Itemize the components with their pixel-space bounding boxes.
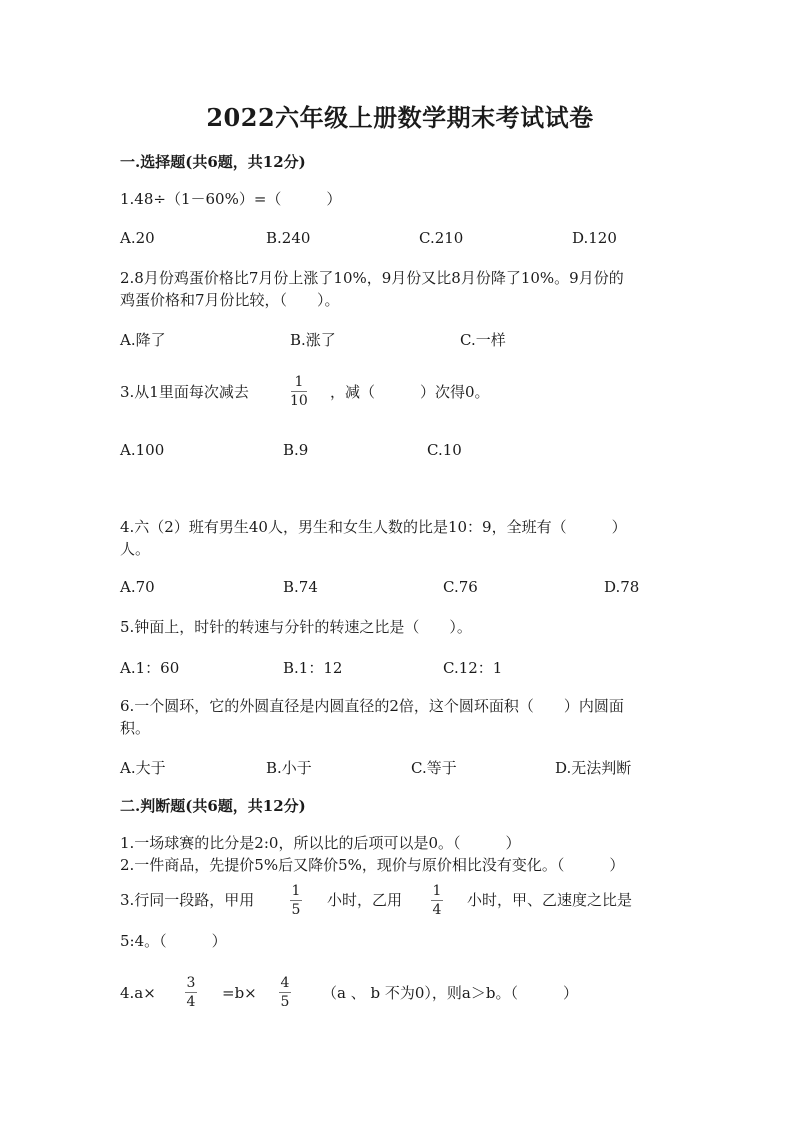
judgment-1: 1.一场球赛的比分是2:0，所以比的后项可以是0。（ ） — [120, 834, 521, 852]
fraction-bar — [185, 992, 197, 993]
judgment-3-part1: 3.行同一段路，甲用 — [120, 891, 255, 909]
q4-option-b: B.74 — [283, 578, 318, 596]
q3-option-a: A.100 — [120, 441, 165, 459]
judgment-4-part3: （a 、 b 不为0），则a＞b。（ ） — [322, 984, 578, 1002]
judgment-3-fraction-1 — [290, 883, 302, 918]
fraction-denominator: 4 — [432, 902, 442, 918]
judgment-4-fraction-1 — [185, 975, 197, 1010]
q5-option-a: A.1：60 — [120, 659, 180, 677]
question-6-stem-line2: 积。 — [120, 719, 151, 737]
judgment-3-fraction-2 — [431, 883, 443, 918]
question-4-stem-line2: 人。 — [120, 540, 151, 558]
judgment-4-fraction-2 — [279, 975, 291, 1010]
question-3-stem-after: ，减（ ）次得0。 — [330, 383, 490, 401]
fraction-numerator: 4 — [280, 975, 290, 991]
fraction-denominator: 4 — [186, 994, 196, 1010]
q6-option-d: D.无法判断 — [555, 759, 632, 777]
q1-option-a: A.20 — [120, 229, 155, 247]
q1-option-b: B.240 — [266, 229, 311, 247]
q3-fraction — [290, 374, 308, 409]
q2-option-a: A.降了 — [120, 331, 166, 349]
q1-option-c: C.210 — [419, 229, 464, 247]
q2-option-b: B.涨了 — [290, 331, 336, 349]
judgment-4-part1: 4.a× — [120, 984, 156, 1002]
q3-option-b: B.9 — [283, 441, 309, 459]
judgment-2: 2.一件商品，先提价5%后又降价5%，现价与原价相比没有变化。（ ） — [120, 856, 625, 874]
page-title: 2022六年级上册数学期末考试试卷 — [206, 103, 594, 132]
fraction-bar — [431, 900, 443, 901]
section-heading-judgment: 二.判断题(共6题，共12分) — [120, 797, 306, 815]
question-5-stem: 5.钟面上，时针的转速与分针的转速之比是（ ）。 — [120, 618, 472, 636]
q4-option-a: A.70 — [120, 578, 155, 596]
q2-option-c: C.一样 — [460, 331, 506, 349]
question-4-stem-line1: 4.六（2）班有男生40人，男生和女生人数的比是10：9，全班有（ ） — [120, 518, 627, 536]
q4-option-c: C.76 — [443, 578, 478, 596]
question-3-stem-before: 3.从1里面每次减去 — [120, 383, 249, 401]
section-heading-choice: 一.选择题(共6题，共12分) — [120, 153, 306, 171]
fraction-bar — [279, 992, 291, 993]
question-6-stem-line1: 6.一个圆环，它的外圆直径是内圆直径的2倍，这个圆环面积（ ）内圆面 — [120, 697, 624, 715]
fraction-numerator: 3 — [186, 975, 196, 991]
question-1-stem: 1.48÷（1－60%）=（ ） — [120, 190, 342, 208]
question-2-stem-line1: 2.8月份鸡蛋价格比7月份上涨了10%，9月份又比8月份降了10%。9月份的 — [120, 269, 624, 287]
q5-option-c: C.12：1 — [443, 659, 503, 677]
q3-option-c: C.10 — [427, 441, 462, 459]
fraction-denominator: 10 — [290, 393, 308, 409]
fraction-numerator: 1 — [291, 883, 301, 899]
fraction-denominator: 5 — [280, 994, 290, 1010]
q5-option-b: B.1：12 — [283, 659, 343, 677]
judgment-3-part3: 小时，甲、乙速度之比是 — [467, 891, 633, 909]
question-2-stem-line2: 鸡蛋价格和7月份比较，（ ）。 — [120, 291, 340, 309]
fraction-bar — [290, 900, 302, 901]
judgment-4-part2: =b× — [222, 984, 257, 1002]
q6-option-b: B.小于 — [266, 759, 312, 777]
fraction-numerator: 1 — [294, 374, 304, 390]
judgment-3-line2: 5:4。（ ） — [120, 932, 227, 950]
fraction-denominator: 5 — [291, 902, 301, 918]
q1-option-d: D.120 — [572, 229, 617, 247]
q6-option-a: A.大于 — [120, 759, 166, 777]
fraction-bar — [291, 391, 307, 392]
q4-option-d: D.78 — [604, 578, 640, 596]
fraction-numerator: 1 — [432, 883, 442, 899]
judgment-3-part2: 小时，乙用 — [327, 891, 403, 909]
q6-option-c: C.等于 — [411, 759, 457, 777]
